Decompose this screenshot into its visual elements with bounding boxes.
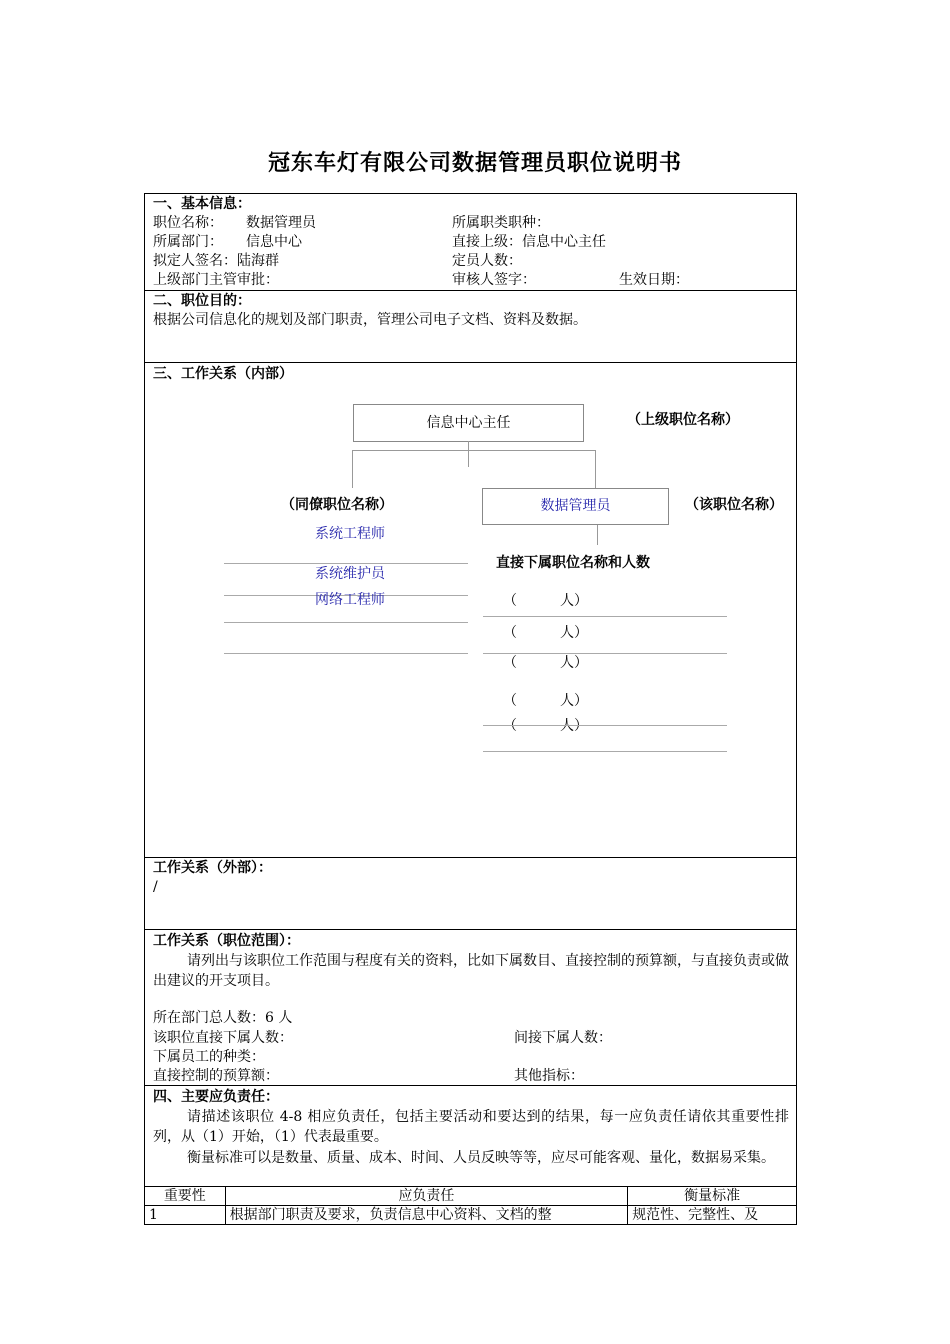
- org-connector: [597, 525, 598, 545]
- purpose-text: 根据公司信息化的规划及部门职责，管理公司电子文档、资料及数据。: [153, 312, 587, 328]
- indirect-subordinates-label: 间接下属人数：: [514, 1030, 612, 1046]
- superior-position-box: [353, 404, 584, 442]
- subordinate-open: （: [503, 693, 517, 709]
- external-relations-text: /: [153, 879, 158, 895]
- column-header-importance: 重要性: [145, 1187, 226, 1206]
- subordinate-close: 人）: [560, 593, 588, 609]
- subordinate-line: [483, 653, 727, 654]
- subordinate-open: （: [503, 655, 517, 671]
- measure-description: 衡量标准可以是数量、质量、成本、时间、人员反映等等，应尽可能客观、量化，数据易采集。: [187, 1150, 775, 1166]
- drafter-signature: 拟定人签名：陆海群: [153, 253, 279, 269]
- this-position-box: [482, 488, 669, 525]
- responsibilities-table: [144, 1186, 797, 1225]
- this-position-name: 数据管理员: [540, 498, 611, 514]
- position-name-label: 职位名称：: [153, 215, 223, 231]
- responsibilities-description: 请描述该职位 4-8 相应负责任，包括主要活动和要达到的结果，每一应负责任请依其重要性排列，从（1）开始，（1）代表最重要。: [153, 1109, 789, 1145]
- subordinate-open: （: [503, 625, 517, 641]
- subordinate-open: （: [503, 593, 517, 609]
- direct-superior: 直接上级：信息中心主任: [452, 234, 606, 250]
- job-family-label: 所属职类职种：: [452, 215, 550, 231]
- subordinate-line: [483, 751, 727, 752]
- peer-line: [224, 622, 468, 623]
- department-total: 所在部门总人数：6 人: [153, 1010, 293, 1026]
- subordinate-line: [483, 616, 727, 617]
- peer-line: [224, 563, 468, 564]
- document-title: 冠东车灯有限公司数据管理员职位说明书: [267, 150, 682, 176]
- peer-position-item: 网络工程师: [315, 592, 385, 608]
- table-header-row: [145, 1187, 797, 1206]
- basic-info-heading: 一、基本信息：: [153, 196, 251, 212]
- org-connector: [352, 450, 353, 488]
- budget-label: 直接控制的预算额：: [153, 1068, 279, 1084]
- peer-position-item: 系统维护员: [315, 566, 385, 582]
- scope-description: 请列出与该职位工作范围与程度有关的资料，比如下属数目、直接控制的预算额，与直接负责或做出建议的开支项目。: [153, 953, 789, 989]
- position-name-value: 数据管理员: [246, 215, 316, 231]
- column-header-duty: 应负责任: [225, 1187, 628, 1206]
- other-metrics-label: 其他指标：: [514, 1068, 584, 1084]
- superior-position-note: （上级职位名称）: [627, 412, 739, 428]
- this-position-note: （该职位名称）: [685, 497, 783, 513]
- section-divider: [144, 929, 797, 930]
- department-value: 信息中心: [246, 234, 302, 250]
- approval-label: 上级部门主管审批：: [153, 272, 279, 288]
- effective-date-label: 生效日期：: [619, 272, 689, 288]
- direct-subordinates-label: 该职位直接下属人数：: [153, 1030, 293, 1046]
- headcount-label: 定员人数：: [452, 253, 522, 269]
- org-connector: [352, 450, 596, 451]
- subordinates-heading: 直接下属职位名称和人数: [496, 555, 650, 571]
- superior-position-name: 信息中心主任: [426, 415, 511, 431]
- peer-position-item: 系统工程师: [315, 526, 385, 542]
- subordinate-close: 人）: [560, 655, 588, 671]
- section-divider: [144, 290, 797, 291]
- external-relations-heading: 工作关系（外部）：: [153, 860, 272, 876]
- subordinate-line: [483, 725, 727, 726]
- peer-line: [224, 653, 468, 654]
- subordinate-close: 人）: [560, 625, 588, 641]
- peer-position-note: （同僚职位名称）: [281, 497, 393, 513]
- org-connector: [468, 441, 469, 467]
- subordinate-open: （: [503, 718, 517, 734]
- column-header-measure: 衡量标准: [628, 1187, 797, 1206]
- org-connector: [595, 450, 596, 488]
- subordinate-close: 人）: [560, 693, 588, 709]
- subordinate-close: 人）: [560, 718, 588, 734]
- section-divider: [144, 362, 797, 363]
- row-duty: 根据部门职责及要求，负责信息中心资料、文档的整: [225, 1206, 628, 1225]
- row-importance: 1: [145, 1206, 226, 1225]
- department-label: 所属部门：: [153, 234, 223, 250]
- table-row: [145, 1206, 797, 1225]
- scope-heading: 工作关系（职位范围）：: [153, 933, 300, 949]
- purpose-heading: 二、职位目的：: [153, 293, 251, 309]
- row-measure: 规范性、完整性、及: [628, 1206, 797, 1225]
- reviewer-label: 审核人签字：: [452, 272, 536, 288]
- subordinate-types-label: 下属员工的种类：: [153, 1049, 265, 1065]
- internal-relations-heading: 三、工作关系（内部）: [153, 366, 293, 382]
- section-divider: [144, 857, 797, 858]
- responsibilities-heading: 四、主要应负责任：: [153, 1089, 279, 1105]
